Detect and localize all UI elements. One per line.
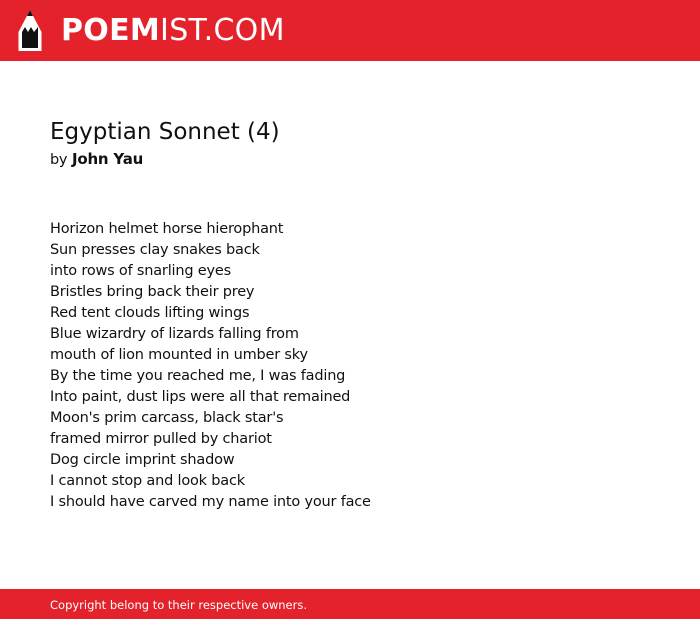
poem-lines bbox=[50, 219, 371, 513]
poem-line: Moon's prim carcass, black star's bbox=[50, 410, 284, 426]
poem-line: Red tent clouds lifting wings bbox=[50, 305, 250, 321]
site-header bbox=[0, 0, 700, 61]
poem-line: By the time you reached me, I was fading bbox=[50, 368, 346, 384]
pencil-icon bbox=[17, 9, 43, 52]
poem-line: Bristles bring back their prey bbox=[50, 284, 255, 300]
poem-line: into rows of snarling eyes bbox=[50, 263, 231, 279]
poem-line: Blue wizardry of lizards falling from bbox=[50, 326, 299, 342]
site-logo-bold: POEM bbox=[61, 13, 161, 48]
poem-line: Horizon helmet horse hierophant bbox=[50, 221, 284, 237]
poem-line: Sun presses clay snakes back bbox=[50, 242, 260, 258]
site-logo-light: IST.COM bbox=[160, 13, 285, 48]
poem-line: Into paint, dust lips were all that remained bbox=[50, 389, 351, 405]
copyright-notice: Copyright belong to their respective owners. bbox=[50, 598, 308, 612]
poem-line: I should have carved my name into your face bbox=[50, 494, 371, 510]
poem-title: Egyptian Sonnet (4) bbox=[50, 119, 280, 145]
poem-line: mouth of lion mounted in umber sky bbox=[50, 347, 308, 363]
poem-line: I cannot stop and look back bbox=[50, 473, 245, 489]
byline-prefix: by bbox=[50, 152, 68, 168]
site-footer bbox=[0, 589, 700, 619]
site-logo-text bbox=[61, 9, 285, 52]
poem-line: framed mirror pulled by chariot bbox=[50, 431, 272, 447]
poem-byline bbox=[50, 149, 143, 170]
poem-author: John Yau bbox=[71, 150, 144, 168]
site-logo-link[interactable] bbox=[17, 9, 285, 52]
poem-line: Dog circle imprint shadow bbox=[50, 452, 235, 468]
